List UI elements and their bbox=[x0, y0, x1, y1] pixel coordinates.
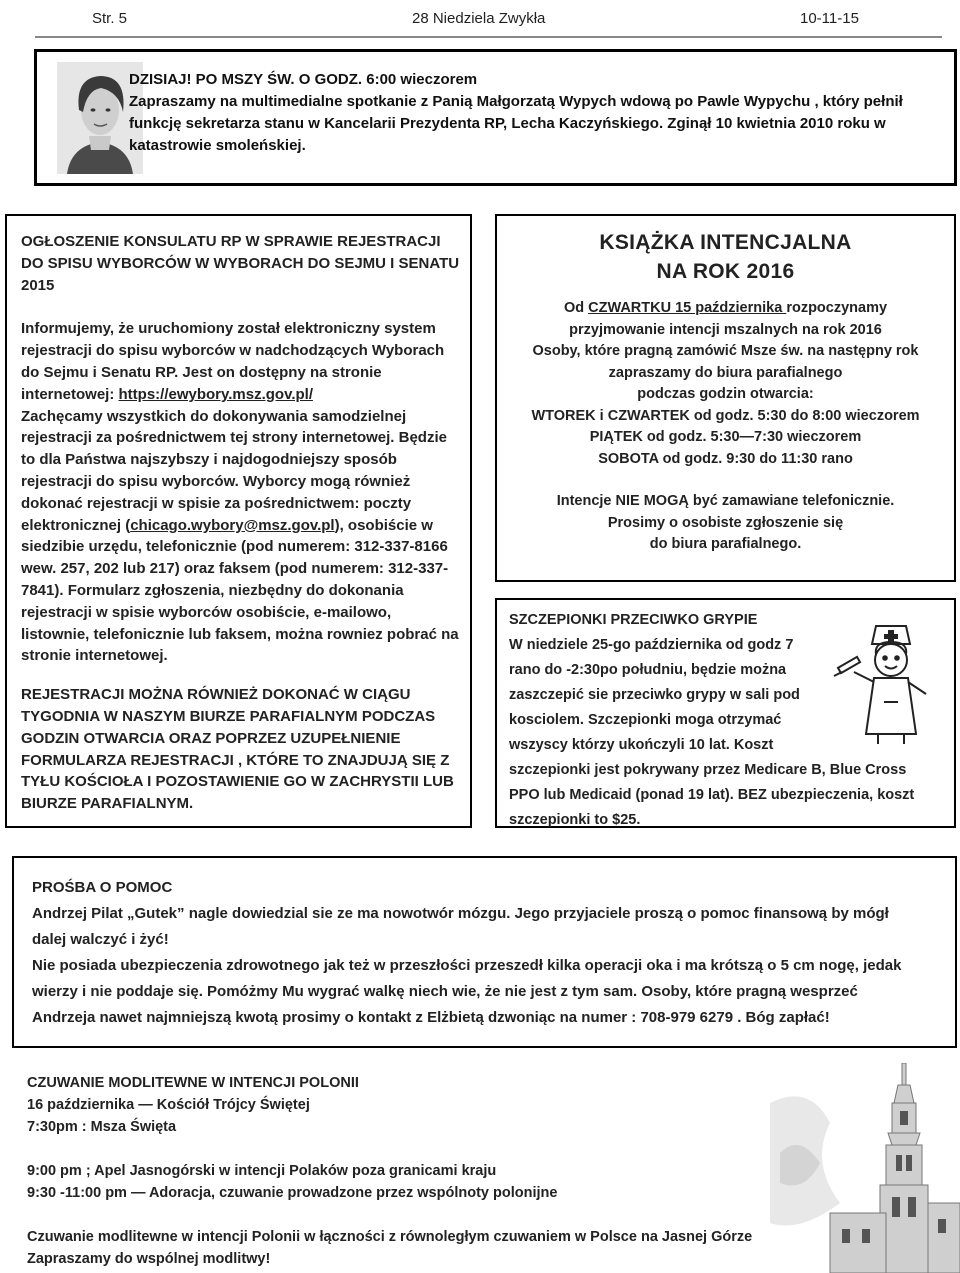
intentions-title: KSIĄŻKA INTENCJALNA bbox=[599, 231, 852, 254]
help-line: wierzy i nie poddaje się. Pomóżmy Mu wygrać walkę niech wie, że nie jest z tym sam. Osoby, które pragną wesprzeć bbox=[32, 983, 858, 1000]
prayer-vigil-section bbox=[27, 1072, 827, 1270]
nurse-illustration bbox=[832, 622, 944, 747]
page-header bbox=[0, 0, 960, 36]
vigil-line: 9:00 pm ; Apel Jasnogórski w intencji Polaków poza granicami kraju bbox=[27, 1163, 497, 1179]
help-line: Andrzej Pilat „Gutek” nagle dowiedzial sie ze ma nowotwór mózgu. Jego przyjaciele proszą o pomoc finansową by mógł bbox=[32, 905, 889, 922]
intentions-line: Od CZWARTKU 15 października rozpoczynamy bbox=[563, 300, 888, 316]
consulate-title: OGŁOSZENIE KONSULATU RP W SPRAWIE REJESTRACJI DO SPISU WYBORCÓW W WYBORACH DO SEJMU I SENATU 2015 bbox=[21, 233, 460, 294]
intentions-line: Intencje NIE MOGĄ być zamawiane telefonicznie. bbox=[556, 493, 895, 509]
announcement-box bbox=[34, 49, 957, 186]
email-link[interactable]: chicago.wybory@msz.gov.pl bbox=[130, 516, 335, 534]
flu-vaccine-box bbox=[495, 598, 956, 828]
header-divider bbox=[35, 36, 942, 38]
announcement-line: Zapraszamy na multimedialne spotkanie z Panią Małgorzatą Wypych wdową po Pawle Wypychu , który pełnił bbox=[129, 93, 903, 110]
consulate-notice-box bbox=[5, 214, 472, 828]
announcement-line: katastrowie smoleńskiej. bbox=[129, 137, 306, 154]
help-request-box bbox=[12, 856, 957, 1048]
intentions-hours: PIĄTEK od godz. 5:30—7:30 wieczorem bbox=[589, 429, 862, 445]
help-line: Nie posiada ubezpieczenia zdrowotnego jak też w przeszłości przeszedł kilka operacji oka i ma krótszą o 5 cm nogę, jedak bbox=[32, 957, 902, 974]
intentions-hours: SOBOTA od godz. 9:30 do 11:30 rano bbox=[598, 450, 853, 467]
vigil-line: 9:30 -11:00 pm — Adoracja, czuwanie prowadzone przez wspólnoty polonijne bbox=[27, 1185, 558, 1201]
consulate-paragraph: Informujemy, że uruchomiony został elektroniczny system rejestracji do spisu wyborców w nadchodzących Wyborach do Sejmu i Senatu RP. Jest on dostępny na stronie internetowej: https://ewybory.msz.gov.pl/ bbox=[21, 320, 445, 403]
help-line: Andrzeja nawet najmniejszą kwotą prosimy o kontakt z Elżbietą dzwoniąc na numer : 708-979 6279 . Bóg zapłać! bbox=[32, 1009, 830, 1026]
flu-line: szczepionki to $25. bbox=[509, 812, 641, 828]
announcement-text bbox=[129, 69, 939, 157]
vigil-title: CZUWANIE MODLITEWNE W INTENCJI POLONII bbox=[27, 1075, 359, 1091]
consulate-parish-note: REJESTRACJI MOŻNA RÓWNIEŻ DOKONAĆ W CIĄGU TYGODNIA W NASZYM BIURZE PARAFIALNYM PODCZAS GODZIN OTWARCIA ORAZ POPRZEZ UZUPEŁNIENIE FORMULARZA REJESTRACJI , KTÓRE TO ZNAJDUJĄ SIĘ Z TYŁU KOŚCIOŁA I POZOSTAWIENIE GO W ZACHRYSTII LUB BIURZE PARAFIALNYM. bbox=[21, 686, 454, 813]
flu-line: zaszczepić sie przeciwko grypy w sali pod bbox=[509, 687, 800, 703]
church-tower-illustration bbox=[770, 1063, 960, 1273]
vigil-line: 7:30pm : Msza Święta bbox=[27, 1119, 177, 1135]
intentions-line: Prosimy o osobiste zgłoszenie się bbox=[607, 514, 844, 531]
flu-line: W niedziele 25-go października od godz 7 bbox=[509, 637, 794, 653]
vigil-line: Czuwanie modlitewne w intencji Polonii w łączności z równoległym czuwaniem w Polsce na Jasnej Górze bbox=[27, 1229, 753, 1245]
vigil-line: 16 października — Kościół Trójcy Świętej bbox=[27, 1097, 310, 1113]
help-title: PROŚBA O POMOC bbox=[32, 879, 173, 896]
flu-line: kosciolem. Szczepionki moga otrzymać bbox=[509, 712, 782, 728]
flu-line: rano do -2:30po południu, będzie można bbox=[509, 662, 787, 678]
consulate-paragraph: Zachęcamy wszystkich do dokonywania samodzielnej rejestracji za pośrednictwem tej strony internetowej. Będzie to dla Państwa najszybszy i najdogodniejszy sposób rejestracji do spisu wyborców. Wyborcy mogą również dokonać rejestracji w spisie za pośrednictwem: poczty elektronicznej (chicago.wybory@msz.gov.pl), osobiście w siedzibie urzędu, telefonicznie (pod numerem: 312-337-8166 wew. 257, 202 lub 217) oraz faksem (pod numerem: 312-337-7841). Formularz zgłoszenia, niezbędny do dokonania rejestracji w spisie wyborców osobiście, e-mailowo, listownie, telefonicznie lub faksem, można rowniez pobrać na stronie internetowej. bbox=[21, 407, 459, 665]
page-number: Str. 5 bbox=[92, 10, 128, 27]
flu-line: PPO lub Medicaid (ponad 19 lat). BEZ ubezpieczenia, koszt bbox=[509, 787, 915, 803]
intentions-line: do biura parafialnego. bbox=[649, 536, 802, 552]
intentions-line: Osoby, które pragną zamówić Msze św. na następny rok bbox=[532, 343, 919, 359]
bulletin-title: 28 Niedziela Zwykła bbox=[412, 10, 546, 27]
intentions-line: zapraszamy do biura parafialnego bbox=[608, 364, 843, 381]
flu-line: wszyscy którzy ukończyli 10 lat. Koszt bbox=[509, 737, 774, 753]
flu-title: SZCZEPIONKI PRZECIWKO GRYPIE bbox=[509, 612, 758, 628]
vigil-line: Zapraszamy do wspólnej modlitwy! bbox=[27, 1251, 271, 1267]
announcement-line: funkcję sekretarza stanu w Kancelarii Prezydenta RP, Lecha Kaczyńskiego. Zginął 10 kwietnia 2010 roku w bbox=[129, 115, 886, 132]
announcement-line: DZISIAJ! PO MSZY ŚW. O GODZ. 6:00 wieczorem bbox=[129, 71, 478, 88]
flu-line: szczepionki jest pokrywany przez Medicare B, Blue Cross bbox=[509, 762, 907, 778]
intentions-hours: WTOREK i CZWARTEK od godz. 5:30 do 8:00 wieczorem bbox=[531, 407, 920, 424]
intentions-line: przyjmowanie intencji mszalnych na rok 2016 bbox=[569, 321, 882, 338]
registration-link[interactable]: https://ewybory.msz.gov.pl/ bbox=[118, 385, 313, 403]
intentions-line: podczas godzin otwarcia: bbox=[637, 386, 814, 402]
intentions-subtitle: NA ROK 2016 bbox=[656, 260, 795, 283]
bulletin-date: 10-11-15 bbox=[800, 10, 859, 27]
intentions-box bbox=[495, 214, 956, 582]
help-line: dalej walczyć i żyć! bbox=[32, 931, 169, 948]
